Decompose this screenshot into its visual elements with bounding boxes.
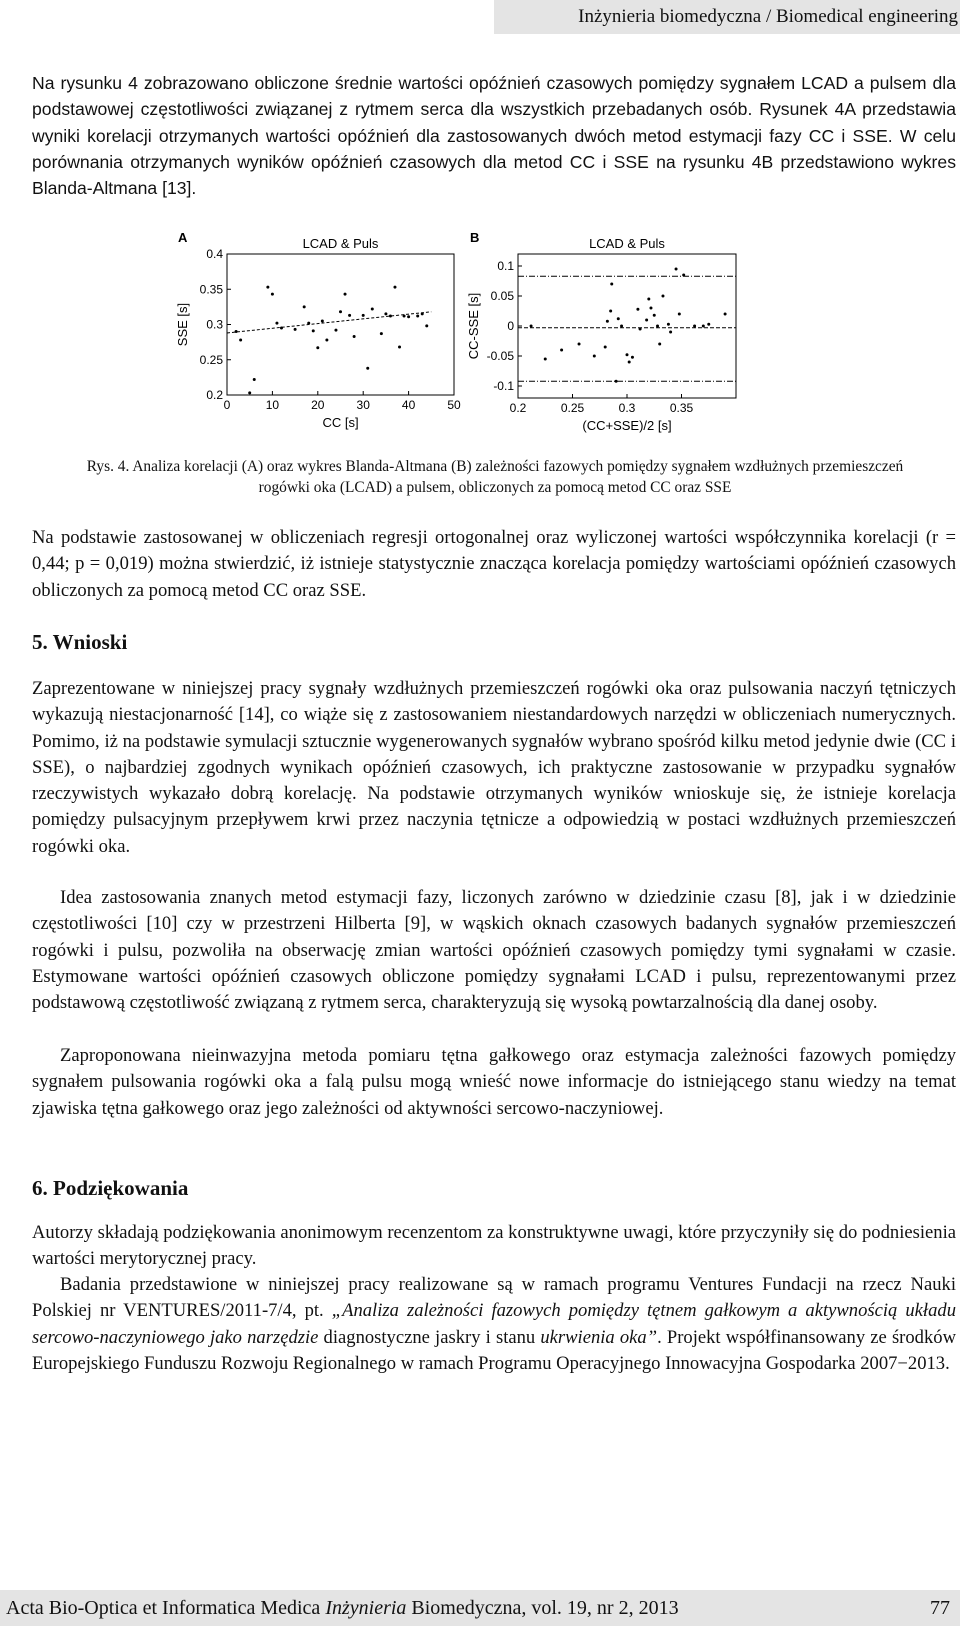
section-heading-podziekowania: 6. Podziękowania	[32, 1176, 189, 1200]
x-tick-label: 0.25	[560, 401, 585, 415]
data-point	[669, 331, 672, 334]
data-point	[239, 339, 242, 342]
panel-a-scatter	[175, 230, 461, 430]
x-axis-label: (CC+SSE)/2 [s]	[582, 418, 672, 433]
ack-text-2: diagnostyczne jaskry i stanu	[318, 1326, 541, 1348]
y-tick-label: 0.25	[199, 352, 223, 367]
data-point	[344, 293, 347, 296]
data-point	[675, 268, 678, 271]
data-point	[578, 343, 581, 346]
intro-paragraph: Na rysunku 4 zobrazowano obliczone średnie wartości opóźnień czasowych pomiędzy sygnałem LCAD a pulsem dla podstawowej częstotliwości związanej z rytmem serca dla wszystkich przebadanych osób. Rysunek 4A przedstawia wyniki korelacji otrzymanych wartości opóźnień dla zastosowanych dwóch metod estymacji fazy CC i SSE. W celu porównania otrzymanych wyników opóźnień czasowych dla metod CC i SSE na rysunku 4B przedstawiono wykres Blanda-Altmana [13].	[32, 73, 956, 199]
data-point	[610, 283, 613, 286]
y-tick-label: 0.05	[490, 289, 514, 303]
data-point	[398, 346, 401, 349]
y-tick-label: 0	[507, 319, 514, 333]
section-heading-wnioski: 5. Wnioski	[32, 630, 128, 654]
data-point	[266, 286, 269, 289]
data-point	[560, 349, 563, 352]
data-point	[339, 310, 342, 313]
data-point	[693, 325, 696, 328]
paragraph-correlation: Na podstawie zastosowanej w obliczeniach regresji ortogonalnej oraz wyliczonej wartości współczynnika korelacji (r = 0,44; p = 0,019) można stwierdzić, iż istnieje statystycznie znacząca korelacja pomiędzy wartościami opóźnień czasowych obliczonych za pomocą metod CC oraz SSE.	[32, 527, 956, 601]
ack-project-title-end: ukrwienia oka”	[540, 1326, 658, 1348]
data-point	[403, 315, 406, 318]
x-tick-label: 50	[447, 398, 461, 412]
x-tick-label: 10	[265, 398, 280, 412]
data-point	[334, 329, 337, 332]
data-point	[253, 378, 256, 381]
running-header	[494, 0, 960, 34]
footer-journal-name: Acta Bio-Optica et Informatica Medica	[6, 1597, 326, 1619]
data-point	[593, 355, 596, 358]
data-point	[316, 346, 319, 349]
data-point	[620, 325, 623, 328]
data-point	[384, 312, 387, 315]
footer-journal-volume: Biomedyczna, vol. 19, nr 2, 2013	[406, 1597, 679, 1619]
y-axis-label: SSE [s]	[175, 302, 190, 347]
data-point	[371, 307, 374, 310]
page-number: 77	[930, 1597, 950, 1619]
y-tick-label: 0.3	[206, 317, 223, 332]
data-point	[604, 346, 607, 349]
panel-letter: B	[470, 230, 480, 245]
data-point	[271, 293, 274, 296]
data-point	[631, 356, 634, 359]
data-point	[366, 367, 369, 370]
data-point	[393, 286, 396, 289]
acknowledgements-paragraph-1: Autorzy składają podziękowania anonimowym recenzentom za konstruktywne uwagi, które przyczyniły się do podniesienia wartości merytorycznej pracy.	[32, 1222, 956, 1270]
data-point	[312, 329, 315, 332]
data-point	[389, 315, 392, 318]
panel-letter: A	[178, 230, 188, 245]
data-point	[707, 323, 710, 326]
data-point	[647, 298, 650, 301]
data-point	[617, 317, 620, 320]
figure-caption: Rys. 4. Analiza korelacji (A) oraz wykres Blanda-Altmana (B) zależności fazowych pomiędzy sygnałem wzdłużnych przemieszczeń rogówki oka (LCAD) a pulsem, obliczonych za pomocą metod CC oraz SSE	[86, 458, 904, 496]
data-point	[609, 310, 612, 313]
data-point	[702, 325, 705, 328]
data-point	[307, 322, 310, 325]
footer-journal	[6, 1590, 679, 1626]
header-text: Inżynieria biomedyczna / Biomedical engineering	[578, 6, 958, 27]
plot-frame	[227, 254, 454, 395]
data-point	[321, 319, 324, 322]
data-point	[275, 322, 278, 325]
data-point	[649, 307, 652, 310]
wnioski-paragraph-3: Zaproponowana nieinwazyjna metoda pomiaru tętna gałkowego oraz estymacja zależności fazowych pomiędzy sygnałem pulsowania rogówki oka a falą pulsu mogą wnieść nowe informacje do istniejącego stanu wiedzy na temat zjawiska tętna gałkowego oraz jego zależności od aktywności sercowo-naczyniowej.	[32, 1045, 956, 1119]
chart-title: LCAD & Puls	[589, 236, 665, 251]
data-point	[661, 295, 664, 298]
data-point	[682, 274, 685, 277]
x-axis-label: CC [s]	[322, 415, 359, 430]
data-point	[639, 328, 642, 331]
data-point	[724, 313, 727, 316]
data-point	[348, 314, 351, 317]
x-tick-label: 30	[356, 398, 370, 412]
data-point	[294, 328, 297, 331]
data-point	[325, 339, 328, 342]
ack-text-1: Badania przedstawione w niniejszej pracy realizowane są w ramach programu Ventures Fundacji na rzecz Nauki Polskiej nr VENTURES/2011-7/4, pt.	[32, 1274, 956, 1322]
footer-journal-italic: Inżynieria	[325, 1597, 407, 1619]
data-point	[362, 314, 365, 317]
data-point	[544, 358, 547, 361]
data-point	[303, 305, 306, 308]
x-tick-label: 0	[223, 398, 231, 412]
running-footer	[0, 1590, 960, 1626]
ack-text-3: . Projekt współfinansowany ze środków Europejskiego Funduszu Rozwoju Regionalnego w ramach Programu Operacyjnego Innowacyjna Gospodarka 2007−2013.	[32, 1326, 956, 1374]
data-point	[628, 361, 631, 364]
data-point	[626, 353, 629, 356]
regression-line	[227, 312, 431, 333]
data-point	[353, 335, 356, 338]
y-tick-label: -0.05	[486, 349, 514, 363]
data-point	[280, 327, 283, 330]
data-point	[421, 312, 424, 315]
data-point	[653, 314, 656, 317]
data-point	[656, 325, 659, 328]
data-point	[606, 320, 609, 323]
y-tick-label: 0.2	[206, 388, 223, 402]
data-point	[416, 315, 419, 318]
data-point	[645, 319, 648, 322]
y-tick-label: 0.35	[199, 282, 223, 297]
data-point	[615, 380, 618, 383]
wnioski-paragraph-1: Zaprezentowane w niniejszej pracy sygnały wzdłużnych przemieszczeń rogówki oka oraz pulsowania naczyń tętniczych wykazują niestacjonarność [14], co wiąże się z zastosowaniem niestandardowych narzędzi w obliczeniach numerycznych. Pomimo, iż na podstawie symulacji sztucznie wygenerowanych sygnałów wybrano spośród kilku metod jedynie dwie (CC i SSE), o najbardziej zgodnych wynikach opóźnień czasowych, ich praktyczne zastosowanie w przypadku sygnałów rzeczywistych wykazało dobrą korelację. Na podstawie otrzymanych wyników wnioskuje się, że istnieje korelacja pomiędzy pulsacyjnym przepływem krwi przez naczynia tętnicze a odpowiedzią w postaci wzdłużnych przemieszczeń rogówki oka.	[32, 678, 956, 857]
data-point	[380, 332, 383, 335]
x-tick-label: 0.3	[618, 401, 636, 415]
data-point	[425, 324, 428, 327]
x-tick-label: 20	[311, 398, 325, 412]
ack-project-title: „Analiza zależności fazowych pomiędzy tętnem gałkowym a aktywnością układu sercowo-naczyniowego jako narzędzie	[32, 1300, 956, 1348]
figure-4	[0, 228, 960, 453]
data-point	[678, 313, 681, 316]
chart-title: LCAD & Puls	[302, 236, 379, 251]
data-point	[248, 391, 251, 394]
data-point	[658, 343, 661, 346]
data-point	[235, 330, 238, 333]
y-tick-label: 0.1	[497, 259, 514, 273]
y-axis-label: CC-SSE [s]	[466, 292, 481, 360]
y-tick-label: -0.1	[493, 379, 514, 393]
panel-b-bland-altman	[466, 230, 736, 433]
data-point	[667, 323, 670, 326]
acknowledgements-paragraph-2	[32, 1272, 956, 1377]
x-tick-label: 0.2	[509, 401, 527, 415]
x-tick-label: 0.35	[669, 401, 694, 415]
data-point	[530, 325, 533, 328]
x-tick-label: 40	[401, 398, 416, 412]
wnioski-paragraph-2: Idea zastosowania znanych metod estymacji fazy, liczonych zarówno w dziedzinie czasu [8], jak i w dziedzinie częstotliwości [10] czy w przestrzeni Hilberta [9], w wąskich oknach czasowych badanych sygnałów przemieszczeń rogówki i pulsu, pozwoliła na obserwację zmian wartości opóźnień czasowych pomiędzy tymi sygnałami w czasie. Estymowane wartości opóźnień czasowych obliczone pomiędzy sygnałami LCAD i pulsu, reprezentowanymi przez podstawową częstotliwość związaną z rytmem serca, charakteryzują się wysoką powtarzalnością dla danej osoby.	[32, 887, 956, 1014]
y-tick-label: 0.4	[206, 247, 223, 261]
data-point	[636, 308, 639, 311]
data-point	[407, 315, 410, 318]
